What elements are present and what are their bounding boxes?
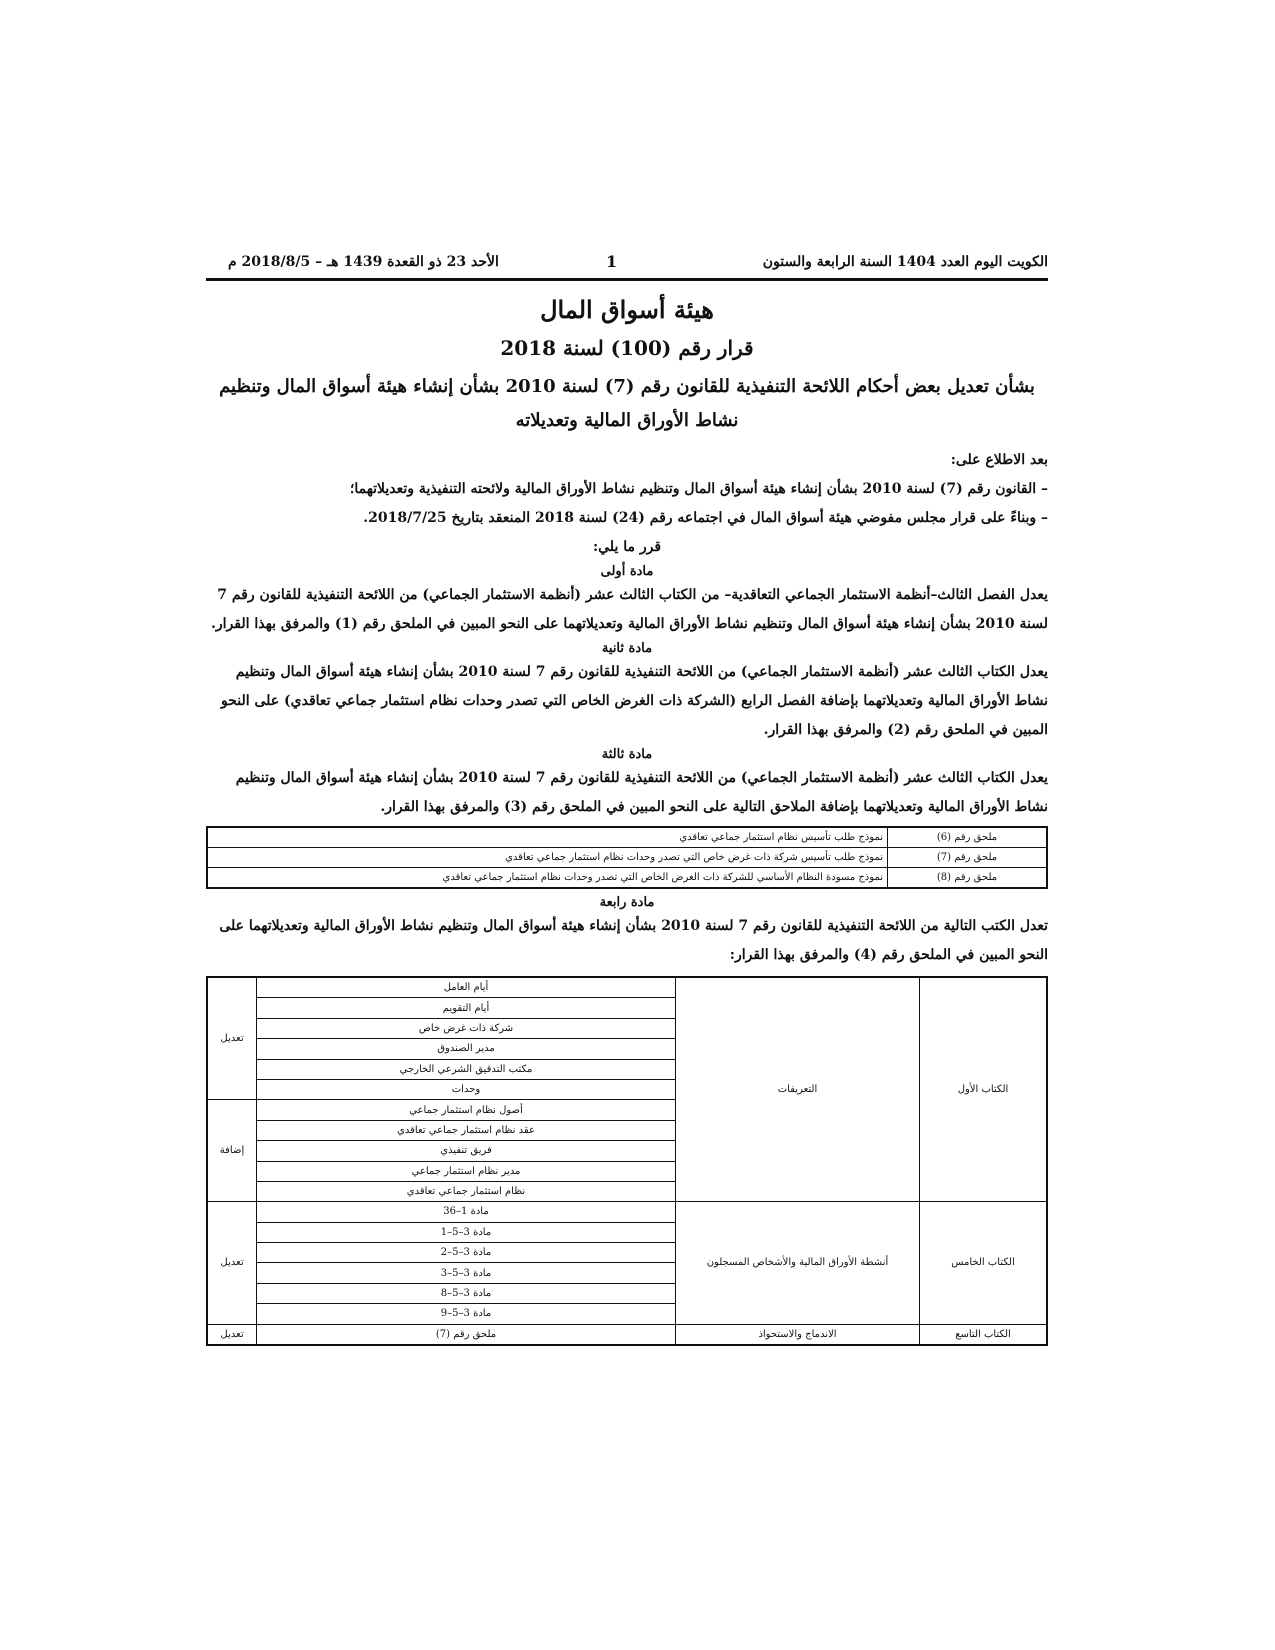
annex-desc-cell: نموذج مسودة النظام الأساسي للشركة ذات الغرض الخاص التي تصدر وحدات نظام استثمار جماعي تعاقدي	[207, 868, 888, 889]
annex-cell: ملحق رقم (8)	[888, 868, 1048, 889]
item-cell: ملحق رقم (7)	[257, 1324, 676, 1345]
item-cell: مادة 3–5–3	[257, 1263, 676, 1283]
annex-cell: ملحق رقم (7)	[888, 848, 1048, 868]
article-heading: مادة ثانية	[601, 641, 653, 656]
action-cell: تعديل	[207, 977, 257, 1100]
item-cell: فريق تنفيذي	[257, 1141, 676, 1161]
header-date: الأحد 23 ذو القعدة 1439 هـ – 2018/8/5 م	[228, 254, 499, 270]
item-cell: مدير الصندوق	[257, 1039, 676, 1059]
item-cell: نظام استثمار جماعي تعاقدي	[257, 1181, 676, 1201]
chapter-cell: التعريفات	[676, 977, 920, 1202]
decided-label: قرر ما يلي:	[592, 539, 662, 555]
item-cell: مكتب التدقيق الشرعي الخارجي	[257, 1059, 676, 1079]
article-heading: مادة أولى	[600, 564, 654, 579]
annex-cell: ملحق رقم (6)	[888, 827, 1048, 848]
item-cell: وحدات	[257, 1079, 676, 1099]
annex-desc-cell: نموذج طلب تأسيس شركة ذات غرض خاص التي تصدر وحدات نظام استثمار جماعي تعاقدي	[207, 848, 888, 868]
item-cell: مادة 1–36	[257, 1202, 676, 1222]
chapter-cell: أنشطة الأوراق المالية والأشخاص المسجلون	[676, 1202, 920, 1324]
decision-subject: بشأن تعديل بعض أحكام اللائحة التنفيذية للقانون رقم (7) لسنة 2010 بشأن إنشاء هيئة أسواق المال وتنظيم نشاط الأوراق المالية وتعديلاته	[219, 376, 1035, 431]
table-row	[207, 868, 1047, 889]
table-row	[207, 827, 1047, 848]
article-text: يعدل الفصل الثالث–أنظمة الاستثمار الجماعي التعاقدية– من الكتاب الثالث عشر (أنظمة الاستثمار الجماعي) من اللائحة التنفيذية للقانون رقم 7 لسنة 2010 بشأن إنشاء هيئة أسواق المال وتنظيم نشاط الأوراق المالية وتعديلاتهما على النحو المبين في الملحق رقم (1) والمرفق بهذا القرار.	[211, 587, 1048, 632]
item-cell: مادة 3–5–1	[257, 1222, 676, 1242]
table-row	[207, 848, 1047, 868]
book-cell: الكتاب الأول	[920, 977, 1048, 1202]
header-gazette-info: الكويت اليوم العدد 1404 السنة الرابعة والستون	[762, 254, 1048, 270]
action-cell: تعديل	[207, 1324, 257, 1345]
item-cell: أيام التقويم	[257, 998, 676, 1018]
article-heading: مادة ثالثة	[601, 747, 653, 762]
item-cell: مدير نظام استثمار جماعي	[257, 1161, 676, 1181]
table-row	[207, 1202, 1047, 1222]
annex-table	[206, 826, 1048, 889]
article-text: يعدل الكتاب الثالث عشر (أنظمة الاستثمار الجماعي) من اللائحة التنفيذية للقانون رقم 7 لسنة 2010 بشأن إنشاء هيئة أسواق المال وتنظيم نشاط الأوراق المالية وتعديلاتهما بإضافة الملاحق التالية على النحو المبين في الملحق رقم (3) والمرفق بهذا القرار.	[235, 770, 1048, 815]
decision-number: قرار رقم (100) لسنة 2018	[500, 336, 754, 360]
action-cell: إضافة	[207, 1100, 257, 1202]
article-text: تعدل الكتب التالية من اللائحة التنفيذية للقانون رقم 7 لسنة 2010 بشأن إنشاء هيئة أسواق المال وتنظيم نشاط الأوراق المالية وتعديلاتهما على النحو المبين في الملحق رقم (4) والمرفق بهذا القرار:	[219, 918, 1048, 963]
article-heading: مادة رابعة	[599, 895, 655, 910]
action-cell: تعديل	[207, 1202, 257, 1324]
preamble-item: – القانون رقم (7) لسنة 2010 بشأن إنشاء هيئة أسواق المال وتنظيم نشاط الأوراق المالية ولائحته التنفيذية وتعديلاتهما؛	[349, 481, 1048, 497]
table-row	[207, 977, 1047, 998]
book-cell: الكتاب التاسع	[920, 1324, 1048, 1345]
book-cell: الكتاب الخامس	[920, 1202, 1048, 1324]
table-row	[207, 1324, 1047, 1345]
item-cell: عقد نظام استثمار جماعي تعاقدي	[257, 1120, 676, 1140]
preamble-item: – وبناءً على قرار مجلس مفوضي هيئة أسواق المال في اجتماعه رقم (24) لسنة 2018 المنعقد بتاريخ 2018/7/25.	[363, 510, 1048, 526]
preamble-heading: بعد الاطلاع على:	[950, 452, 1048, 468]
item-cell: مادة 3–5–9	[257, 1304, 676, 1324]
document-page	[206, 250, 1048, 1346]
item-cell: أصول نظام استثمار جماعي	[257, 1100, 676, 1120]
books-table	[206, 976, 1048, 1346]
item-cell: شركة ذات غرض خاص	[257, 1018, 676, 1038]
authority-title: هيئة أسواق المال	[540, 295, 714, 324]
annex-desc-cell: نموذج طلب تأسيس نظام استثمار جماعي تعاقدي	[207, 827, 888, 848]
chapter-cell: الاندماج والاستحواذ	[676, 1324, 920, 1345]
article-text: يعدل الكتاب الثالث عشر (أنظمة الاستثمار الجماعي) من اللائحة التنفيذية للقانون رقم 7 لسنة 2010 بشأن إنشاء هيئة أسواق المال وتنظيم نشاط الأوراق المالية وتعديلاتهما بإضافة الفصل الرابع (الشركة ذات الغرض الخاص التي تصدر وحدات نظام استثمار جماعي تعاقدي) على النحو المبين في الملحق رقم (2) والمرفق بهذا القرار.	[220, 664, 1048, 738]
item-cell: مادة 3–5–8	[257, 1283, 676, 1303]
item-cell: أيام العامل	[257, 977, 676, 998]
header-rule	[206, 278, 1048, 281]
item-cell: مادة 3–5–2	[257, 1243, 676, 1263]
header-page-number: 1	[606, 252, 618, 271]
page-header	[206, 250, 1048, 276]
